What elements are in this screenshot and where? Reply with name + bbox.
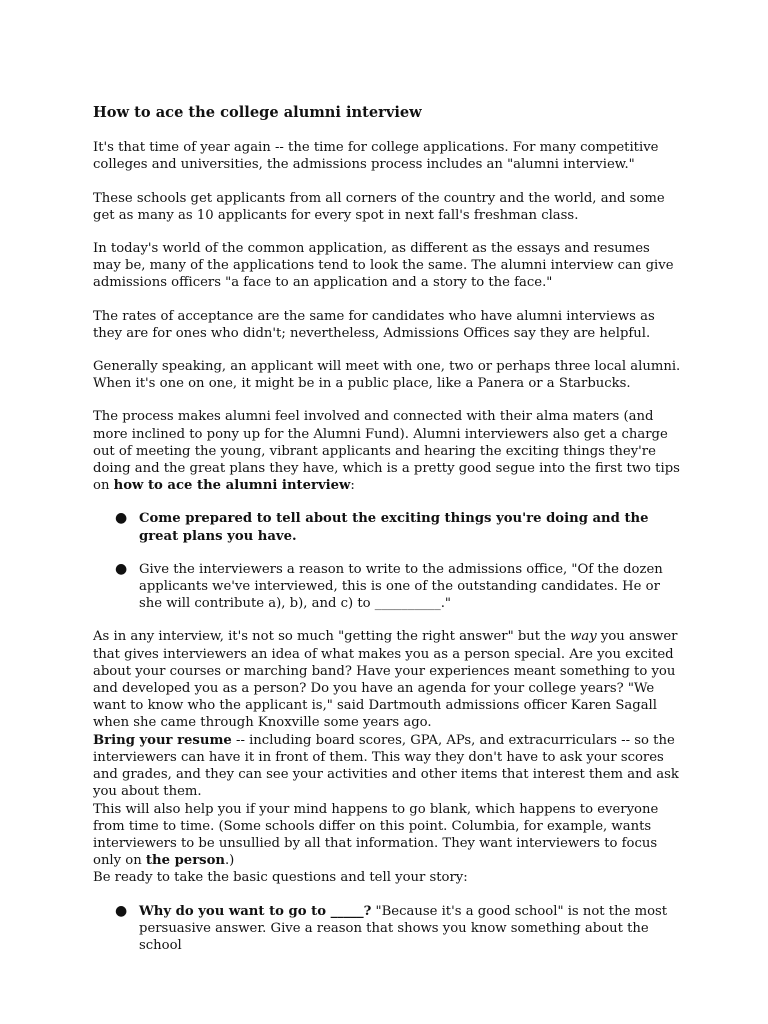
question-why-school-bold: Why do you want to go to _____? bbox=[139, 903, 372, 919]
paragraph-any-interview-b: you answer that gives interviewers an idea of what makes you as a person special. Are you excited about your courses or marching band? Have your experiences meant something to you and developed you as a person? Do you have an agenda for your college years? "We want to know who the applicant is," said Dartmouth admissions officer Karen Sagall when she came through Knoxville some years ago. bbox=[93, 629, 678, 731]
paragraph-common-application: In today's world of the common application, as different as the essays and resumes may be, many of the applications tend to look the same. The alumni interview can give admissions officers "a face to an application and a story to the face." bbox=[93, 241, 674, 291]
bullet-icon: ● bbox=[115, 902, 128, 919]
list-item bbox=[93, 510, 681, 544]
document-title: How to ace the college alumni interview bbox=[93, 104, 422, 121]
tips-list-2 bbox=[93, 903, 681, 955]
paragraph-acceptance-rates: The rates of acceptance are the same for candidates who have alumni interviews as they are for ones who didn't; nevertheless, Admissions Offices say they are helpful. bbox=[93, 308, 655, 341]
document-page bbox=[93, 104, 681, 970]
bullet-icon: ● bbox=[115, 510, 128, 527]
paragraph-process-bold: how to ace the alumni interview bbox=[113, 478, 351, 494]
paragraph-any-interview-italic: way bbox=[570, 629, 597, 645]
paragraph-mind-blank-a: This will also help you if your mind happens to go blank, which happens to everyone from time to time. (Some schools differ on this point. Columbia, for example, wants interviewers to be unsullied by all that information. They want interviewers to focus only on bbox=[93, 801, 659, 869]
paragraph-any-interview bbox=[93, 628, 681, 731]
question-why-school-text: "Because it's a good school" is not the most persuasive answer. Give a reason that shows you know something about the school bbox=[139, 903, 668, 953]
paragraph-process-text: The process makes alumni feel involved and connected with their alma maters (and more inclined to pony up for the Alumni Fund). Alumni interviewers also get a charge out of meeting the young, vibrant applicants and hearing the exciting things they're doing and the great plans they have, which is a pretty good segue into the first two tips on bbox=[93, 409, 680, 494]
paragraph-any-interview-a: As in any interview, it's not so much "getting the right answer" but the bbox=[93, 629, 571, 645]
list-item bbox=[93, 903, 681, 955]
paragraph-process-end: : bbox=[350, 478, 355, 494]
paragraph-basic-questions: Be ready to take the basic questions and tell your story: bbox=[93, 870, 468, 886]
paragraph-mind-blank-bold: the person bbox=[145, 853, 225, 869]
paragraph-bring-resume-text: -- including board scores, GPA, APs, and extracurriculars -- so the interviewers can have it in front of them. This way they don't have to ask your scores and grades, and they can see your activities and other items that interest them and ask you about them. bbox=[93, 732, 679, 800]
tip-reason-to-write: Give the interviewers a reason to write to the admissions office, "Of the dozen applicants we've interviewed, this is one of the outstanding candidates. He or she will contribute a), b), and c) to __________." bbox=[139, 561, 663, 612]
paragraph-meeting-alumni: Generally speaking, an applicant will meet with one, two or perhaps three local alumni. When it's one on one, it might be in a public place, like a Panera or a Starbucks. bbox=[93, 359, 681, 392]
paragraph-intro: It's that time of year again -- the time for college applications. For many competitive colleges and universities, the admissions process includes an "alumni interview." bbox=[93, 140, 659, 173]
paragraph-applicants: These schools get applicants from all corners of the country and the world, and some get as many as 10 applicants for every spot in next fall's freshman class. bbox=[93, 190, 665, 223]
paragraph-bring-resume bbox=[93, 732, 681, 801]
bullet-icon: ● bbox=[115, 560, 128, 577]
paragraph-bring-resume-bold: Bring your resume bbox=[93, 732, 232, 748]
paragraph-mind-blank bbox=[93, 801, 681, 870]
tips-list-1 bbox=[93, 510, 681, 612]
list-item bbox=[93, 561, 681, 613]
tip-come-prepared: Come prepared to tell about the exciting things you're doing and the great plans you have. bbox=[139, 511, 649, 544]
paragraph-process bbox=[93, 408, 681, 494]
paragraph-mind-blank-b: .) bbox=[224, 853, 235, 869]
